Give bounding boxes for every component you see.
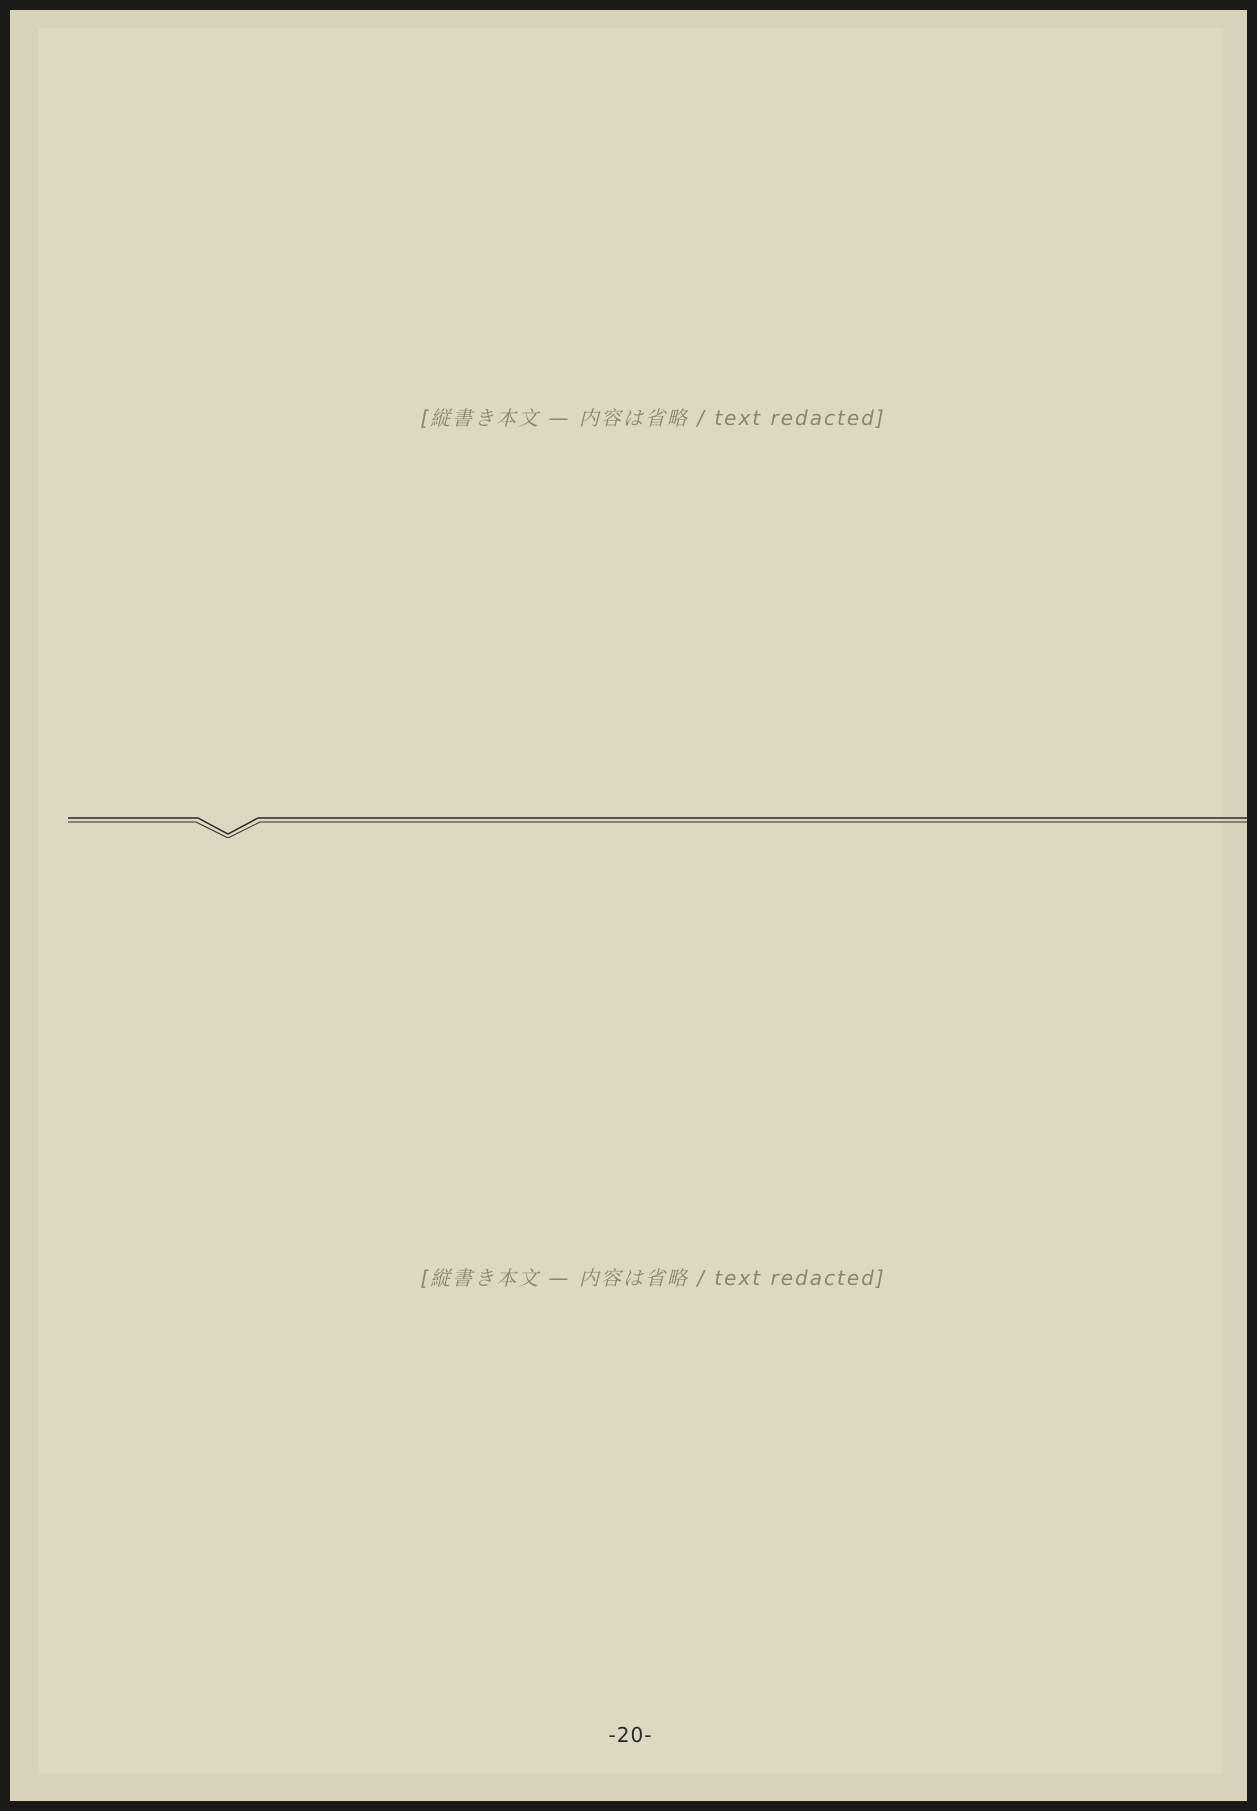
- page-number: -20-: [608, 1723, 653, 1747]
- vertical-text-block-bottom: [98, 848, 1208, 1708]
- redacted-text-placeholder: [縦書き本文 — 内容は省略 / text redacted]: [420, 406, 886, 430]
- vertical-text-block-top: [98, 68, 1208, 768]
- paper-area: [38, 28, 1223, 1773]
- redacted-text-placeholder: [縦書き本文 — 内容は省略 / text redacted]: [420, 1266, 886, 1290]
- section-divider: [68, 808, 1248, 838]
- scanned-page: [10, 10, 1247, 1801]
